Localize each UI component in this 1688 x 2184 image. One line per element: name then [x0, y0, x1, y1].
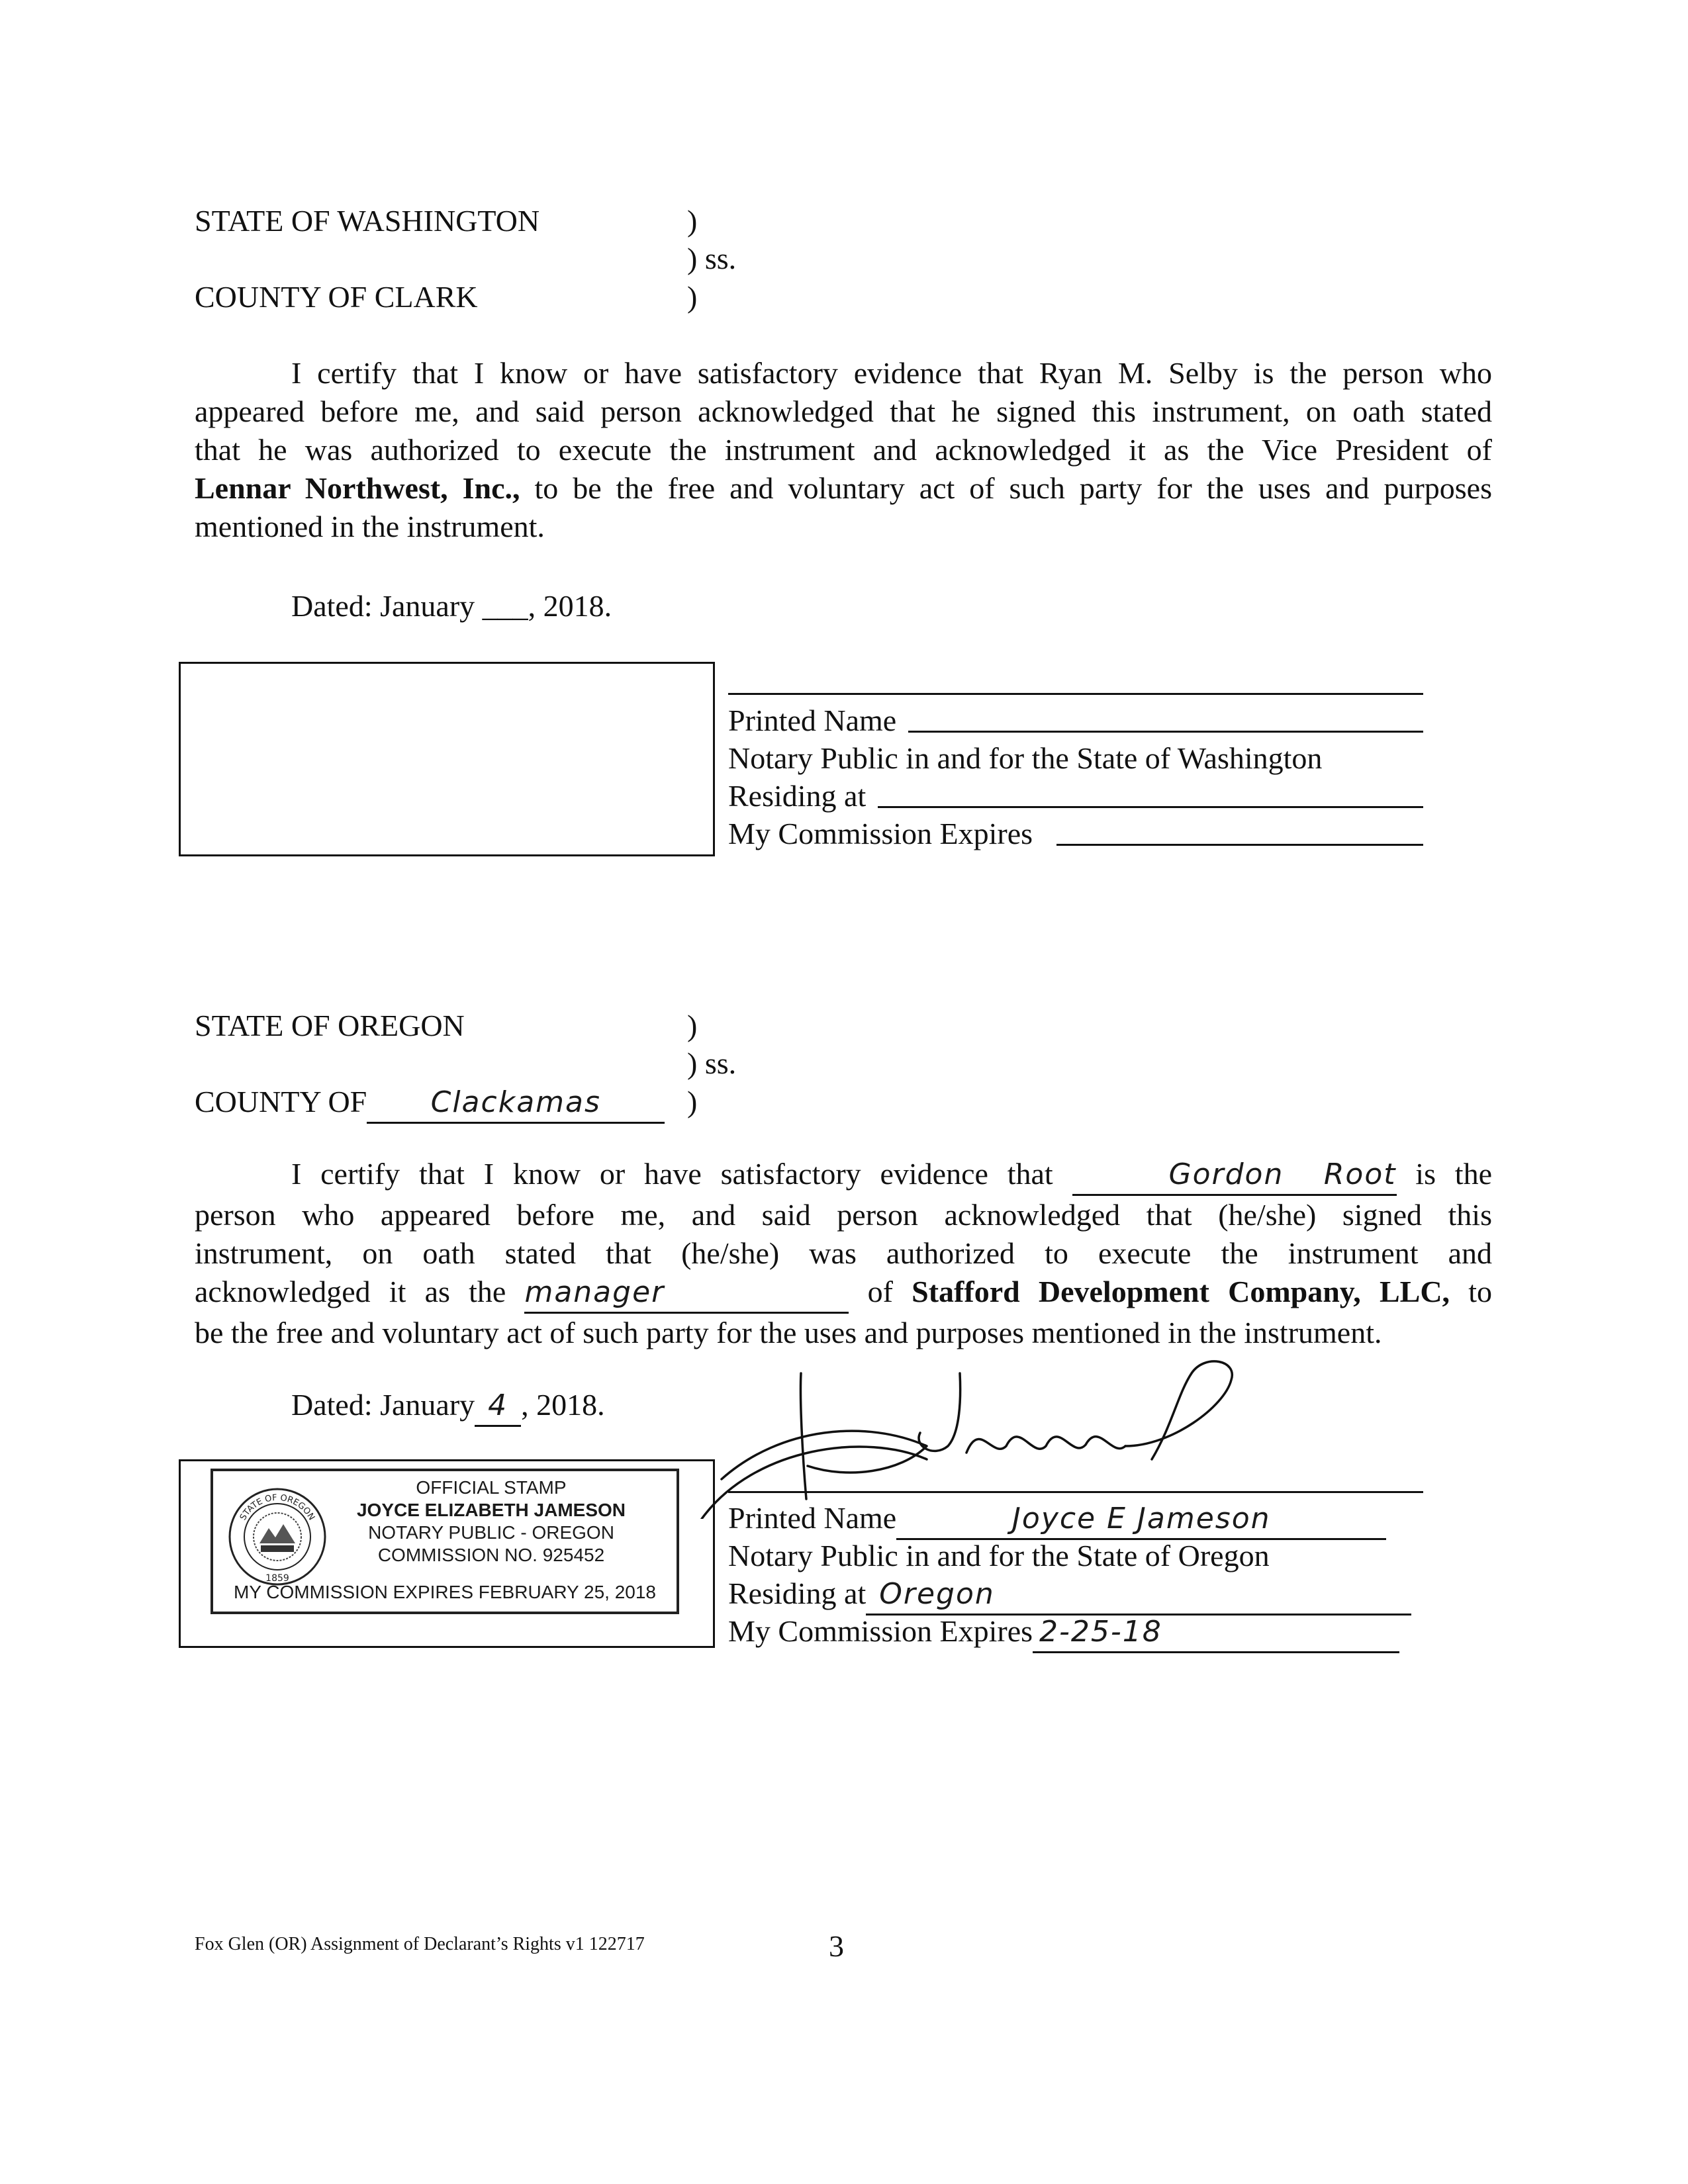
page-number: 3: [829, 1929, 844, 1963]
or-residing-row: [728, 1574, 1411, 1615]
or-title-handwritten: manager: [524, 1273, 849, 1314]
wa-residing-line: [878, 806, 1423, 808]
or-dated: [291, 1386, 605, 1427]
seal-year-text: 1859: [265, 1573, 289, 1584]
stamp-commission-number: COMMISSION NO. 925452: [377, 1545, 605, 1565]
wa-printed-name-line: [908, 731, 1423, 733]
wa-seal-box: [179, 662, 715, 856]
oregon-seal-icon: [228, 1487, 327, 1586]
wa-para-text: to be the free and voluntary act of such party for the uses and purposes: [520, 471, 1492, 505]
or-county-handwritten: Clackamas: [367, 1083, 665, 1124]
or-para-line: [195, 1273, 1492, 1314]
or-paren-top: ): [687, 1009, 698, 1042]
official-stamp: [211, 1469, 679, 1614]
or-para-text: of: [849, 1275, 912, 1308]
or-dated-day-handwritten: 4: [475, 1387, 521, 1427]
or-signature-line: [728, 1491, 1423, 1493]
wa-para-line: that he was authorized to execute the instrument and acknowledged it as the Vice President of: [195, 433, 1492, 467]
or-printed-name-label: Printed Name: [728, 1501, 897, 1535]
or-person-handwritten: Gordon Root: [1072, 1156, 1397, 1196]
or-printed-name-handwritten: Joyce E Jameson: [896, 1500, 1386, 1540]
or-printed-name-row: [728, 1499, 1386, 1540]
footer-document-id: Fox Glen (OR) Assignment of Declarant’s Rights v1 122717: [195, 1934, 645, 1954]
or-para-text: is the: [1396, 1157, 1492, 1191]
or-commission-row: [728, 1612, 1399, 1653]
stamp-notary-public: NOTARY PUBLIC - OREGON: [368, 1522, 614, 1543]
wa-para-line: [195, 469, 1492, 508]
or-commission-label: My Commission Expires: [728, 1614, 1033, 1648]
stamp-expiration: MY COMMISSION EXPIRES FEBRUARY 25, 2018: [234, 1582, 656, 1602]
wa-notary-public-label: Notary Public in and for the State of Washington: [728, 741, 1323, 775]
or-para-text: to: [1450, 1275, 1493, 1308]
or-para-text: acknowledged it as the: [195, 1275, 525, 1308]
or-residing-handwritten: Oregon: [866, 1575, 1411, 1615]
wa-paren-top: ): [687, 204, 698, 238]
or-para-line: be the free and voluntary act of such party for the uses and purposes mentioned in the instrument.: [195, 1316, 1382, 1349]
or-paren-bottom: ): [687, 1085, 698, 1118]
or-para-line: [195, 1155, 1492, 1196]
or-certification-paragraph: [195, 1155, 1492, 1352]
wa-ss: ) ss.: [687, 242, 737, 275]
wa-company-name: Lennar Northwest, Inc.,: [195, 471, 520, 505]
or-para-text: I certify that I know or have satisfactory evidence that: [291, 1157, 1072, 1191]
stamp-title: OFFICIAL STAMP: [416, 1477, 567, 1498]
wa-para-line: appeared before me, and said person acknowledged that he signed this instrument, on oath stated: [195, 394, 1492, 428]
or-county-heading: [195, 1083, 665, 1124]
wa-dated-year: , 2018.: [528, 589, 612, 623]
wa-printed-name-label: Printed Name: [728, 704, 897, 737]
or-notary-public-label: Notary Public in and for the State of Oregon: [728, 1539, 1270, 1572]
wa-commission-label: My Commission Expires: [728, 817, 1033, 850]
or-para-line: person who appeared before me, and said person acknowledged that (he/she) signed this: [195, 1198, 1492, 1232]
wa-signature-line: [728, 693, 1423, 695]
or-state-heading: STATE OF OREGON: [195, 1009, 465, 1042]
wa-dated: [291, 587, 612, 625]
wa-state-heading: STATE OF WASHINGTON: [195, 204, 540, 238]
or-county-label: COUNTY OF: [195, 1085, 367, 1118]
notary-signature-image: [649, 1347, 1244, 1519]
wa-para-line: mentioned in the instrument.: [195, 510, 545, 543]
stamp-notary-name: JOYCE ELIZABETH JAMESON: [356, 1500, 626, 1520]
wa-commission-line: [1056, 844, 1423, 846]
or-dated-year: , 2018.: [521, 1388, 605, 1422]
or-ss: ) ss.: [687, 1046, 737, 1080]
wa-para-line: I certify that I know or have satisfactory evidence that Ryan M. Selby is the person who: [291, 356, 1492, 390]
wa-residing-label: Residing at: [728, 779, 867, 813]
wa-paren-bottom: ): [687, 280, 698, 314]
seal-top-text: STATE OF OREGON: [238, 1492, 317, 1522]
or-para-line: instrument, on oath stated that (he/she) was authorized to execute the instrument and: [195, 1236, 1492, 1270]
or-dated-label: Dated: January: [291, 1388, 475, 1422]
wa-dated-label: Dated: January: [291, 589, 483, 623]
wa-certification-paragraph: [195, 354, 1492, 546]
wa-dated-blank: ___: [482, 589, 528, 623]
or-commission-handwritten: 2-25-18: [1033, 1613, 1399, 1653]
or-company-name: Stafford Development Company, LLC,: [912, 1275, 1450, 1308]
wa-county-heading: COUNTY OF CLARK: [195, 280, 478, 314]
or-residing-label: Residing at: [728, 1576, 867, 1610]
